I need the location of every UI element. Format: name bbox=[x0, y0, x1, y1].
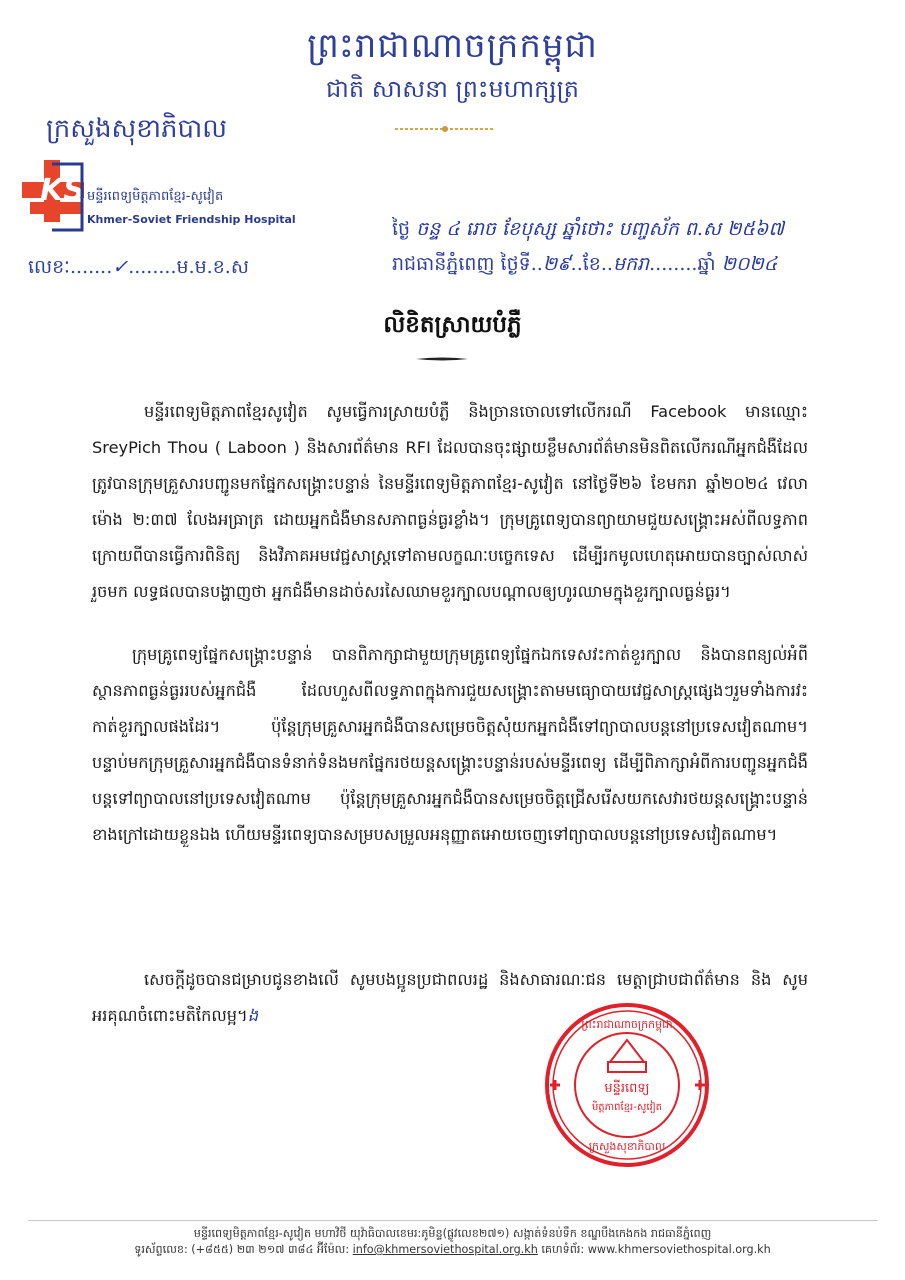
paragraph-3-text: សេចក្តីដូចបានជម្រាបជូនខាងលើ សូមបងប្អូនប្រជាពលរដ្ឋ និងសាធារណៈជន មេត្តាជ្រាបជាព័ត៌មាន និង សូមអរគុណចំពោះមតិកែលម្អ។ bbox=[92, 970, 808, 1025]
solar-date-label: រាជធានីភ្នំពេញ ថ្ងៃទី bbox=[392, 253, 531, 275]
footer-website-link[interactable]: www.khmersoviethospital.org.kh bbox=[587, 1243, 771, 1256]
solar-date-line: រាជធានីភ្នំពេញ ថ្ងៃទី..២៩..ខែ..មករា........ឆ្នាំ ២០២៤ bbox=[392, 253, 778, 275]
national-motto: ជាតិ សាសនា ព្រះមហាក្សត្រ bbox=[326, 75, 579, 103]
solar-year-label: ឆ្នាំ bbox=[697, 253, 716, 275]
logo-name-khmer: មន្ទីរពេទ្យមិត្តភាពខ្មែរ-សូវៀត bbox=[87, 189, 224, 204]
solar-date-day: ២៩ bbox=[542, 253, 571, 275]
logo-name-english: Khmer-Soviet Friendship Hospital bbox=[87, 213, 296, 226]
solar-month-label: ខែ bbox=[582, 253, 601, 275]
paragraph-2: ក្រុមគ្រូពេទ្យផ្នែកសង្គ្រោះបន្ទាន់ បានពិភាក្សាជាមួយក្រុមគ្រូពេទ្យផ្នែកឯកទេសវះកាត់ខួរក្បាល និងបានពន្យល់អំពីស្ថានភាពធ្ងន់ធ្ងររបស់អ្នកជំងឺ ដែលហួសពីលទ្ធភាពក្នុងការជួយសង្គ្រោះតាមមធ្យោបាយវេជ្ជសាស្ត្រផ្សេងៗរួមទាំងការវះកាត់ខួរក្បាលផងដែរ។ ប៉ុន្តែក្រុមគ្រួសារអ្នកជំងឺបានសម្រេចចិត្តសុំយកអ្នកជំងឺទៅព្យាបាលបន្តនៅប្រទេសវៀតណាម។ បន្ទាប់មកក្រុមគ្រួសារអ្នកជំងឺបានទំនាក់ទំនងមកផ្នែករថយន្តសង្គ្រោះបន្ទាន់របស់មន្ទីរពេទ្យ ដើម្បីពិភាក្សាអំពីការបញ្ជូនអ្នកជំងឺបន្តទៅព្យាបាលនៅប្រទេសវៀតណាម ប៉ុន្តែក្រុមគ្រួសារអ្នកជំងឺបានសម្រេចចិត្តជ្រើសរើសយកសេវារថយន្តសង្គ្រោះបន្ទាន់ខាងក្រៅដោយខ្លួនឯង ហើយមន្ទីរពេទ្យបានសម្របសម្រួលអនុញ្ញាតអោយចេញទៅព្យាបាលបន្តនៅប្រទេសវៀតណាម។ bbox=[92, 645, 808, 844]
seal-center-line1: មន្ទីរពេទ្យ bbox=[604, 1081, 650, 1096]
footer-contact bbox=[0, 1243, 905, 1259]
seal-top-text: ព្រះរាជាណាចក្រកម្ពុជា bbox=[581, 1018, 673, 1031]
lunar-date-line bbox=[392, 217, 784, 245]
document-title: លិខិតស្រាយបំភ្លឺ bbox=[383, 312, 522, 338]
reference-label: លេខៈ bbox=[28, 256, 70, 278]
seal-center-line2: មិត្តភាពខ្មែរ-សូវៀត bbox=[591, 1102, 663, 1113]
reference-suffix: ម.ម.ខ.ស bbox=[176, 256, 249, 278]
solar-date-month: មករា bbox=[612, 253, 650, 275]
signature-mark: ង bbox=[247, 1006, 258, 1025]
kingdom-title: ព្រះរាជាណាចក្រកម្ពុជា bbox=[307, 26, 598, 66]
paragraph-1: មន្ទីរពេទ្យមិត្តភាពខ្មែរសូវៀត សូមធ្វើការស្រាយបំភ្លឺ និងច្រានចោលទៅលើករណី Facebook មានឈ្មោះ SreyPich Thou ( Laboon ) និងសារព័ត៌មាន RFI ដែលបានចុះផ្សាយខ្លឹមសារព័ត៌មានមិនពិតលើករណីអ្នកជំងឺដែលត្រូវបានក្រុមគ្រួសារបញ្ជូនមកផ្នែកសង្គ្រោះបន្ទាន់ នៃមន្ទីរពេទ្យមិត្តភាពខ្មែរ-សូវៀត នៅថ្ងៃទី២៦ ខែមករា ឆ្នាំ២០២៤ វេលាម៉ោង ២:៣៧ លែងអធ្រាត្រ ដោយអ្នកជំងឺមានសភាពធ្ងន់ធ្ងរខ្លាំង។ ក្រុមគ្រូពេទ្យបានព្យាយាមជួយសង្គ្រោះអស់ពីលទ្ធភាព ក្រោយពីបានធ្វើការពិនិត្យ និងវិភាគអមវេជ្ជសាស្ត្រទៅតាមលក្ខណៈបច្ចេកទេស ដើម្បីរកមូលហេតុអោយបានច្បាស់លាស់រួចមក លទ្ធផលបានបង្ហាញថា អ្នកជំងឺមានដាច់សរសៃឈាមខួរក្បាលបណ្តាលឲ្យហូរឈាមក្នុងខួរក្បាលធ្ងន់ធ្ងរ។ bbox=[92, 402, 808, 601]
footer-email-link[interactable]: info@khmersoviethospital.org.kh bbox=[352, 1243, 538, 1256]
ministry-name: ក្រសួងសុខាភិបាល bbox=[46, 114, 228, 144]
lunar-date-value: ចន្ទ ៤ រោច ខែបុស្ស ឆ្នាំថោះ បញ្ចស័ក ព.ស ២៥៦៧ bbox=[416, 218, 784, 240]
ornament-divider bbox=[395, 124, 495, 134]
reference-number: លេខៈ.......✓........ម.ម.ខ.ស bbox=[28, 256, 249, 278]
footer-address: មន្ទីរពេទ្យមិត្តភាពខ្មែរ-សូវៀត មហាវិថី យុវ៉ាធិបាលខេមរ:ភូមិន្ទ(ផ្លូវលេខ២៧១) សង្កាត់ទំនប់ទឹក ខណ្ឌបឹងកេងកង រាជធានីភ្នំពេញ bbox=[193, 1227, 712, 1240]
lunar-date-label: ថ្ងៃ bbox=[392, 218, 411, 240]
footer-phone: ទូរស័ព្ទលេខ: (+៨៥៥) ២៣ ២១៧ ៣៨៤ អ៊ីម៉ែល: bbox=[134, 1243, 350, 1256]
solar-date-year: ២០២៤ bbox=[721, 253, 778, 275]
reference-mark: ✓ bbox=[112, 256, 129, 278]
seal-bottom-text: ក្រសួងសុខាភិបាល bbox=[588, 1140, 666, 1153]
footer-web-label: គេហទំព័រ: bbox=[541, 1243, 585, 1256]
footer-divider bbox=[28, 1220, 878, 1221]
svg-text:KS: KS bbox=[40, 173, 85, 208]
official-seal-icon bbox=[540, 1000, 715, 1170]
title-divider bbox=[416, 356, 468, 362]
